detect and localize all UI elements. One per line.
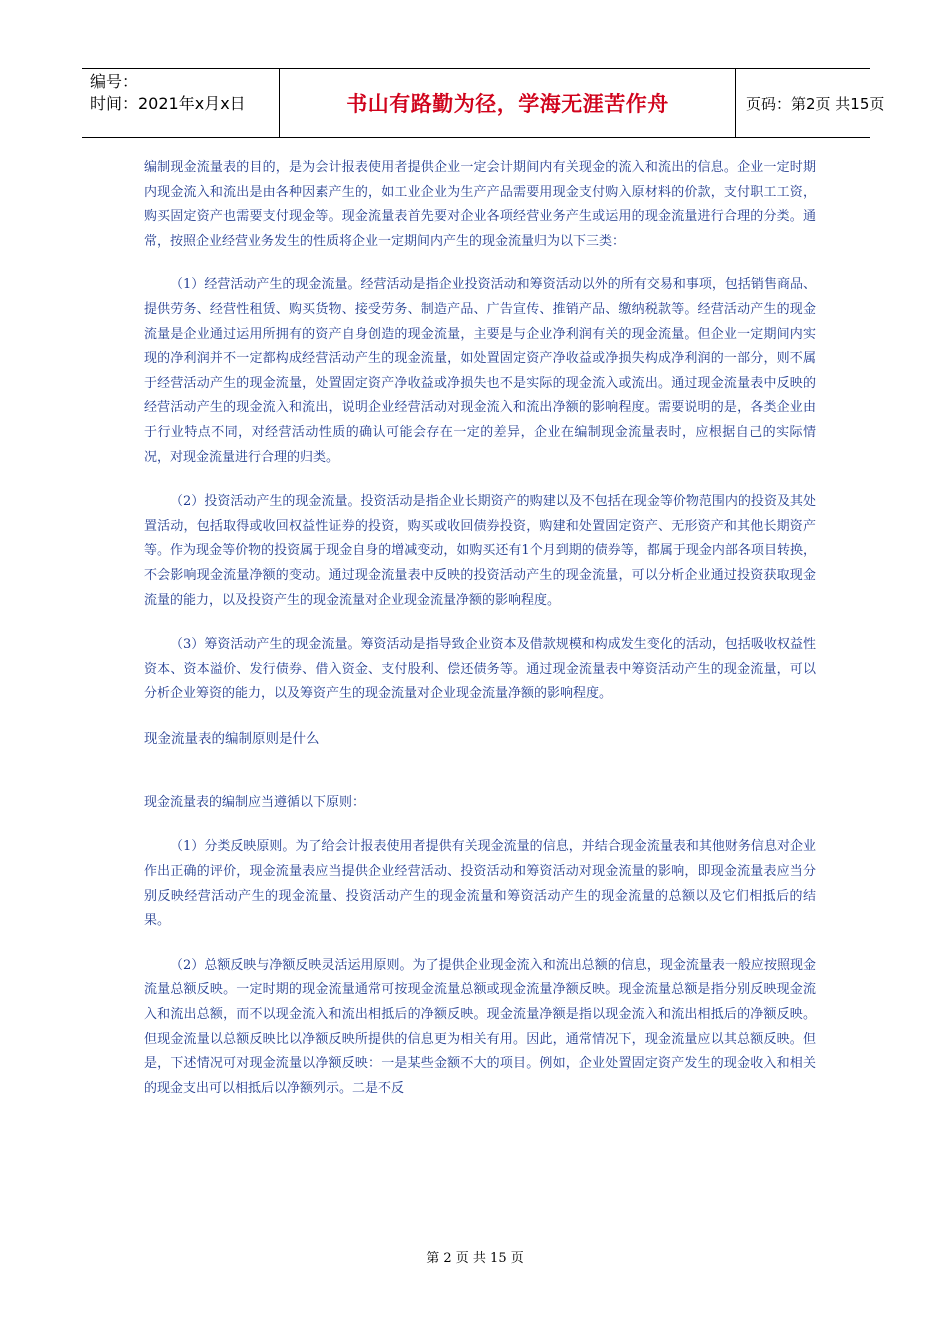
page-footer: 第 2 页 共 15 页: [426, 1251, 524, 1266]
paragraph-investing-activities: （2）投资活动产生的现金流量。投资活动是指企业长期资产的购建以及不包括在现金等价物范围内的投资及其处置活动，包括取得或收回权益性证券的投资，购买或收回债券投资，购建和处置固定资产、无形资产和其他长期资产等。作为现金等价物的投资属于现金自身的增减变动，如购买还有1个月到期的债券等，都属于现金内部各项目转换，不会影响现金流量净额的变动。通过现金流量表中反映的投资活动产生的现金流量，可以分析企业通过投资获取现金流量的能力，以及投资产生的现金流量对企业现金流量净额的影响程度。: [144, 494, 816, 608]
section-heading: 现金流量表的编制原则是什么: [144, 730, 320, 747]
header-motto-cell: [280, 69, 736, 137]
page-header: [82, 68, 885, 138]
paragraph-principles-intro: 现金流量表的编制应当遵循以下原则：: [144, 794, 366, 810]
header-page-code: 页码：第2页 共15页: [746, 94, 885, 113]
document-number-label: 编号：: [90, 72, 139, 91]
paragraph-classification-principle: （1）分类反映原则。为了给会计报表使用者提供有关现金流量的信息，并结合现金流量表和其他财务信息对企业作出正确的评价，现金流量表应当提供企业经营活动、投资活动和筹资活动对现金流量的影响，即现金流量表应当分别反映经营活动产生的现金流量、投资活动产生的现金流量和筹资活动产生的现金流量的总额以及它们相抵后的结果。: [144, 839, 816, 929]
document-date: 时间：2021年x月x日: [90, 94, 246, 113]
header-motto: 书山有路勤为径，学海无涯苦作舟: [346, 91, 669, 116]
paragraph-intro: 编制现金流量表的目的，是为会计报表使用者提供企业一定会计期间内有关现金的流入和流出的信息。企业一定时期内现金流入和流出是由各种因素产生的，如工业企业为生产产品需要用现金支付购入原材料的价款，支付职工工资，购买固定资产也需要支付现金等。现金流量表首先要对企业各项经营业务产生或运用的现金流量进行合理的分类。通常，按照企业经营业务发生的性质将企业一定期间内产生的现金流量归为以下三类：: [144, 160, 816, 249]
paragraph-financing-activities: （3）筹资活动产生的现金流量。筹资活动是指导致企业资本及借款规模和构成发生变化的活动，包括吸收权益性资本、资本溢价、发行债券、借入资金、支付股利、偿还债务等。通过现金流量表中筹资活动产生的现金流量，可以分析企业筹资的能力，以及筹资产生的现金流量对企业现金流量净额的影响程度。: [144, 637, 816, 702]
document-body: [144, 156, 816, 1101]
header-info-cell: [82, 69, 280, 137]
header-page-cell: [736, 69, 885, 137]
paragraph-operating-activities: （1）经营活动产生的现金流量。经营活动是指企业投资活动和筹资活动以外的所有交易和事项，包括销售商品、提供劳务、经营性租赁、购买货物、接受劳务、制造产品、广告宣传、推销产品、缴纳税款等。经营活动产生的现金流量是企业通过运用所拥有的资产自身创造的现金流量，主要是与企业净利润有关的现金流量。但企业一定期间内实现的净利润并不一定都构成经营活动产生的现金流量，如处置固定资产净收益或净损失构成净利润的一部分，则不属于经营活动产生的现金流量，处置固定资产净收益或净损失也不是实际的现金流入或流出。通过现金流量表中反映的经营活动产生的现金流入和流出，说明企业经营活动对现金流入和流出净额的影响程度。需要说明的是，各类企业由于行业特点不同，对经营活动性质的确认可能会存在一定的差异，企业在编制现金流量表时，应根据自己的实际情况，对现金流量进行合理的归类。: [144, 277, 816, 465]
paragraph-gross-net-principle: （2）总额反映与净额反映灵活运用原则。为了提供企业现金流入和流出总额的信息，现金流量表一般应按照现金流量总额反映。一定时期的现金流量通常可按现金流量总额或现金流量净额反映。现金流量总额是指分别反映现金流入和流出总额，而不以现金流入和流出相抵后的净额反映。现金流量净额是指以现金流入和流出相抵后的净额反映。但现金流量以总额反映比以净额反映所提供的信息更为相关有用。因此，通常情况下，现金流量应以其总额反映。但是，下述情况可对现金流量以净额反映：一是某些金额不大的项目。例如，企业处置固定资产发生的现金收入和相关的现金支出可以相抵后以净额列示。二是不反: [144, 957, 816, 1096]
